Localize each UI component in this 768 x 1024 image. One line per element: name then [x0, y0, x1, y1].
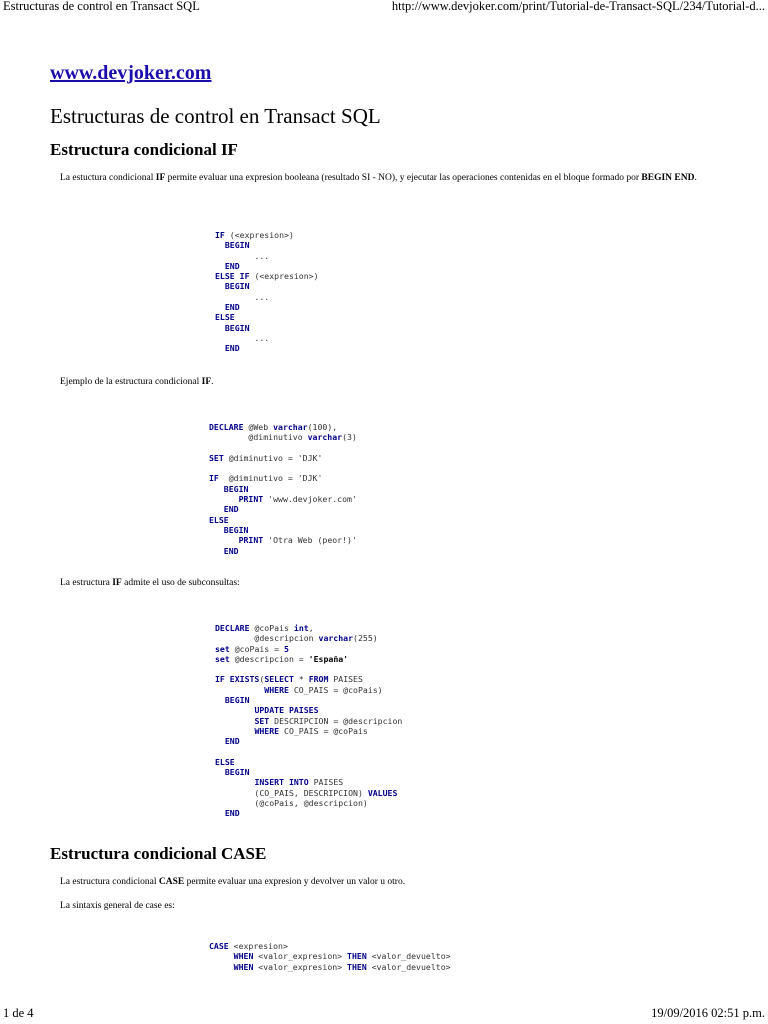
code-case-syntax: CASE <expresion> WHEN <valor_expresion> THEN <valor_devuelto> WHEN <valor_expresion> THEN <valor_devuelto>	[209, 941, 451, 972]
if-example-b: IF	[201, 377, 212, 387]
print-datetime: 19/09/2016 02:51 p.m.	[651, 1006, 765, 1020]
print-footer	[0, 1008, 768, 1024]
print-header-title: Estructuras de control en Transact SQL	[3, 0, 200, 13]
if-intro-d: BEGIN END	[641, 173, 695, 183]
heading-if: Estructura condicional IF	[50, 140, 238, 159]
if-intro-e: .	[694, 173, 697, 183]
if-sub-a: La estructura	[60, 578, 113, 588]
print-header	[0, 0, 768, 16]
if-example-a: Ejemplo de la estructura condicional	[60, 377, 202, 387]
code-if-example: DECLARE @Web varchar(100), @diminutivo varchar(3) SET @diminutivo = 'DJK' IF @diminutivo = 'DJK' BEGIN PRINT 'www.devjoker.com' END ELSE BEGIN PRINT 'Otra Web (peor!)' END	[209, 422, 357, 556]
if-subquery-text	[60, 577, 240, 590]
case-syntax-text: La sintaxis general de case es:	[60, 901, 175, 911]
if-intro-a: La estuctura condicional	[60, 173, 156, 183]
if-intro	[50, 172, 740, 185]
case-intro-c: permite evaluar una expresion y devolver un valor u otro.	[184, 877, 406, 887]
if-example-c: .	[211, 377, 214, 387]
if-sub-c: admite el uso de subconsultas:	[121, 578, 240, 588]
case-intro-b: CASE	[158, 877, 185, 887]
heading-case: Estructura condicional CASE	[50, 844, 267, 863]
if-sub-b: IF	[112, 578, 122, 588]
code-if-syntax: IF (<expresion>) BEGIN ... END ELSE IF (<expresion>) BEGIN ... END ELSE BEGIN ... END	[215, 230, 319, 354]
if-example-text	[60, 376, 214, 389]
if-intro-b: IF	[155, 173, 166, 183]
case-intro-a: La estructura condicional	[60, 877, 159, 887]
page-content	[50, 62, 740, 972]
print-header-url: http://www.devjoker.com/print/Tutorial-de-Transact-SQL/234/Tutorial-d...	[391, 0, 765, 13]
case-intro	[60, 876, 405, 889]
code-if-subquery: DECLARE @coPais int, @descripcion varchar(255) set @coPais = 5 set @descripcion = 'España' IF EXISTS(SELECT * FROM PAISES WHERE CO_PAIS = @coPais) BEGIN UPDATE PAISES SET DESCRIPCION = @descripcion WHERE CO_PAIS = @coPais END ELSE BEGIN INSERT INTO PAISES (CO_PAIS, DESCRIPCION) VALUES (@coPais, @descripcion) END	[215, 623, 403, 819]
if-intro-c: permite evaluar una expresion booleana (resultado SI - NO), y ejecutar las operaciones contenidas en el bloque formado por	[165, 173, 642, 183]
site-link[interactable]: www.devjoker.com	[50, 62, 212, 84]
page-number: 1 de 4	[3, 1006, 34, 1020]
page-title: Estructuras de control en Transact SQL	[50, 104, 381, 128]
